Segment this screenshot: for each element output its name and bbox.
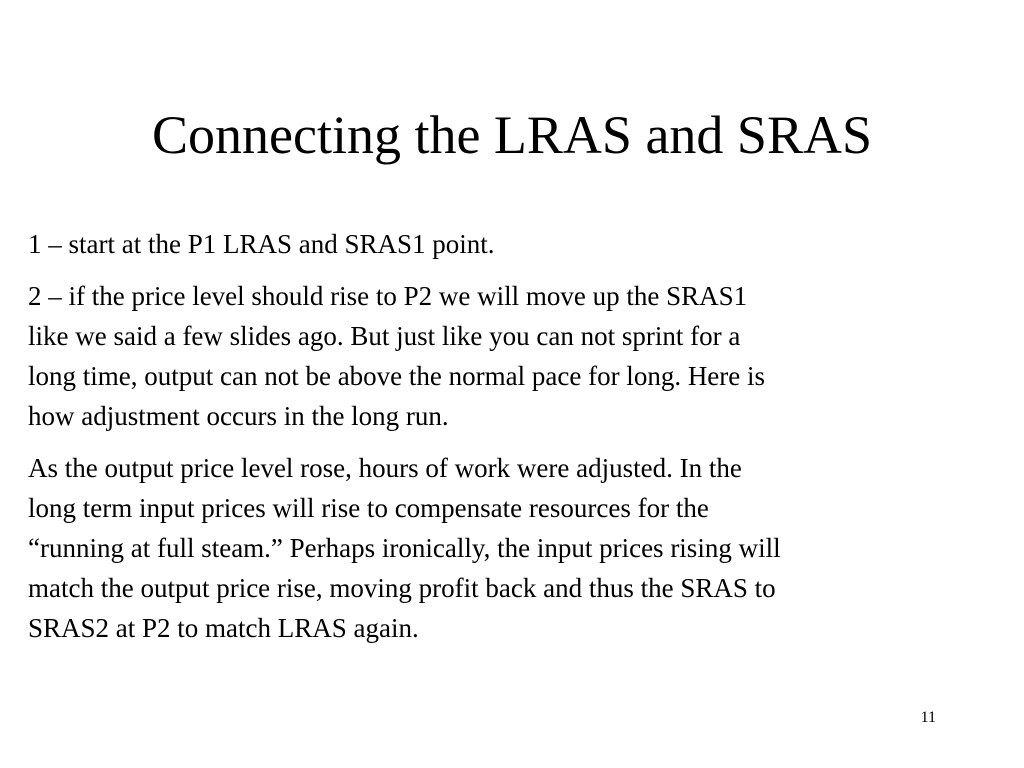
slide-body	[28, 224, 1003, 660]
paragraph-step-2: 2 – if the price level should rise to P2 we will move up the SRAS1 like we said a few slides ago. But just like you can not sprint for a long time, output can not be above the normal pace for long. Here is how adjustment occurs in the long run.	[28, 281, 766, 431]
paragraph-step-1: 1 – start at the P1 LRAS and SRAS1 point.	[28, 229, 495, 259]
slide-title: Connecting the LRAS and SRAS	[151, 105, 872, 165]
page-number: 11	[920, 709, 936, 726]
paragraph-adjustment: As the output price level rose, hours of work were adjusted. In the long term input prices will rise to compensate resources for the “running at full steam.” Perhaps ironically, the input prices rising will match the output price rise, moving profit back and thus the SRAS to SRAS2 at P2 to match LRAS again.	[28, 453, 781, 643]
